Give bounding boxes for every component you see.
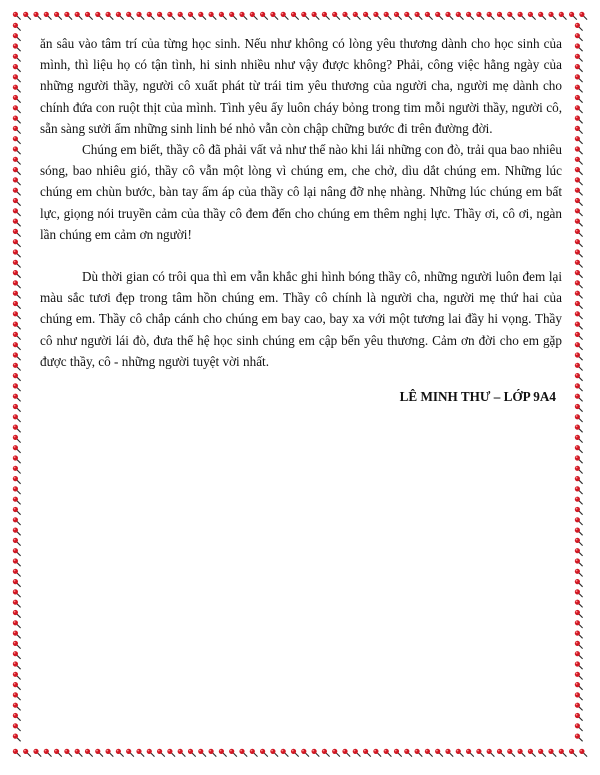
pin-icon bbox=[575, 270, 583, 278]
pin-icon bbox=[54, 12, 62, 20]
pin-icon bbox=[13, 188, 21, 196]
pin-icon bbox=[198, 12, 206, 20]
pin-icon bbox=[250, 12, 258, 20]
pin-icon bbox=[548, 749, 556, 757]
pin-icon bbox=[13, 589, 21, 597]
pin-icon bbox=[13, 383, 21, 391]
pin-icon bbox=[575, 466, 583, 474]
pin-icon bbox=[13, 280, 21, 288]
pin-icon bbox=[270, 12, 278, 20]
pin-icon bbox=[13, 33, 21, 41]
pin-icon bbox=[301, 749, 309, 757]
pin-icon bbox=[13, 425, 21, 433]
pin-icon bbox=[13, 85, 21, 93]
pin-icon bbox=[250, 749, 258, 757]
pin-icon bbox=[353, 12, 361, 20]
pin-icon bbox=[260, 749, 268, 757]
pin-icon bbox=[13, 703, 21, 711]
pin-icon bbox=[126, 749, 134, 757]
paragraph-1: ăn sâu vào tâm trí của từng học sinh. Nếu như không có lòng yêu thương dành cho học sinh của mình, thì liệu họ có tận tình, hi sinh nhiều như vậy được không? Phải, công việc hằng ngày của những người thầy, người cô xuất phát từ trái tim yêu thương của người cha, người mẹ dành cho chính đứa con ruột thịt của mình. Tình yêu ấy luôn cháy bỏng trong tim mỗi người thầy, người cô, sẵn sàng sưởi ấm những sinh linh bé nhỏ vẫn còn chập chững bước đi trên đường đời. bbox=[40, 36, 562, 136]
pin-icon bbox=[13, 126, 21, 134]
pin-icon bbox=[575, 177, 583, 185]
pin-icon bbox=[54, 749, 62, 757]
pin-icon bbox=[13, 291, 21, 299]
pin-icon bbox=[575, 33, 583, 41]
pin-icon bbox=[13, 332, 21, 340]
pin-icon bbox=[219, 12, 227, 20]
pin-icon bbox=[575, 610, 583, 618]
pin-icon bbox=[13, 23, 21, 31]
pin-icon bbox=[229, 12, 237, 20]
pin-icon bbox=[575, 517, 583, 525]
pin-border-left bbox=[13, 23, 21, 742]
pin-icon bbox=[575, 558, 583, 566]
pin-icon bbox=[270, 749, 278, 757]
pin-icon bbox=[528, 12, 536, 20]
pin-icon bbox=[575, 641, 583, 649]
pin-icon bbox=[13, 600, 21, 608]
pin-icon bbox=[575, 126, 583, 134]
pin-icon bbox=[373, 12, 381, 20]
pin-icon bbox=[487, 749, 495, 757]
pin-icon bbox=[415, 12, 423, 20]
pin-icon bbox=[384, 12, 392, 20]
pin-border-top bbox=[13, 12, 587, 20]
pin-icon bbox=[404, 749, 412, 757]
pin-icon bbox=[575, 54, 583, 62]
pin-border-right bbox=[575, 23, 583, 742]
pin-icon bbox=[575, 373, 583, 381]
pin-icon bbox=[353, 749, 361, 757]
pin-icon bbox=[13, 363, 21, 371]
pin-icon bbox=[575, 352, 583, 360]
pin-icon bbox=[575, 198, 583, 206]
pin-icon bbox=[44, 12, 52, 20]
pin-icon bbox=[575, 146, 583, 154]
pin-icon bbox=[13, 749, 21, 757]
pin-icon bbox=[575, 631, 583, 639]
pin-icon bbox=[147, 12, 155, 20]
pin-icon bbox=[13, 497, 21, 505]
pin-icon bbox=[575, 342, 583, 350]
pin-icon bbox=[13, 641, 21, 649]
pin-icon bbox=[312, 12, 320, 20]
pin-icon bbox=[575, 394, 583, 402]
pin-icon bbox=[13, 548, 21, 556]
pin-icon bbox=[363, 749, 371, 757]
pin-icon bbox=[559, 749, 567, 757]
pin-icon bbox=[384, 749, 392, 757]
pin-icon bbox=[13, 167, 21, 175]
pin-icon bbox=[178, 12, 186, 20]
pin-icon bbox=[13, 342, 21, 350]
pin-icon bbox=[575, 682, 583, 690]
pin-icon bbox=[476, 749, 484, 757]
pin-icon bbox=[75, 749, 83, 757]
pin-icon bbox=[126, 12, 134, 20]
pin-icon bbox=[198, 749, 206, 757]
pin-icon bbox=[575, 589, 583, 597]
pin-icon bbox=[575, 404, 583, 412]
pin-icon bbox=[260, 12, 268, 20]
pin-icon bbox=[559, 12, 567, 20]
pin-icon bbox=[157, 12, 165, 20]
pin-icon bbox=[33, 12, 41, 20]
pin-icon bbox=[13, 569, 21, 577]
pin-icon bbox=[85, 749, 93, 757]
pin-icon bbox=[13, 692, 21, 700]
pin-icon bbox=[575, 260, 583, 268]
pin-icon bbox=[13, 301, 21, 309]
pin-icon bbox=[13, 507, 21, 515]
pin-icon bbox=[136, 749, 144, 757]
pin-icon bbox=[518, 12, 526, 20]
pin-icon bbox=[13, 404, 21, 412]
pin-icon bbox=[575, 497, 583, 505]
pin-icon bbox=[332, 12, 340, 20]
pin-icon bbox=[13, 64, 21, 72]
pin-icon bbox=[575, 280, 583, 288]
pin-icon bbox=[13, 620, 21, 628]
pin-icon bbox=[575, 105, 583, 113]
pin-icon bbox=[487, 12, 495, 20]
pin-icon bbox=[95, 749, 103, 757]
pin-icon bbox=[575, 486, 583, 494]
pin-icon bbox=[23, 12, 31, 20]
pin-border-bottom bbox=[13, 749, 587, 757]
pin-icon bbox=[575, 713, 583, 721]
pin-icon bbox=[281, 12, 289, 20]
pin-icon bbox=[575, 95, 583, 103]
pin-icon bbox=[518, 749, 526, 757]
pin-icon bbox=[13, 311, 21, 319]
pin-icon bbox=[219, 749, 227, 757]
pin-icon bbox=[575, 455, 583, 463]
pin-icon bbox=[188, 12, 196, 20]
pin-icon bbox=[13, 528, 21, 536]
pin-icon bbox=[13, 723, 21, 731]
pin-icon bbox=[507, 12, 515, 20]
pin-icon bbox=[13, 713, 21, 721]
pin-icon bbox=[538, 749, 546, 757]
pin-icon bbox=[575, 208, 583, 216]
pin-icon bbox=[13, 208, 21, 216]
pin-icon bbox=[13, 12, 21, 20]
pin-icon bbox=[575, 538, 583, 546]
pin-icon bbox=[13, 414, 21, 422]
pin-icon bbox=[13, 455, 21, 463]
pin-icon bbox=[95, 12, 103, 20]
pin-icon bbox=[229, 749, 237, 757]
pin-icon bbox=[538, 12, 546, 20]
pin-icon bbox=[291, 749, 299, 757]
pin-icon bbox=[575, 188, 583, 196]
pin-icon bbox=[13, 476, 21, 484]
pin-icon bbox=[575, 445, 583, 453]
pin-icon bbox=[13, 219, 21, 227]
pin-icon bbox=[332, 749, 340, 757]
pin-icon bbox=[64, 12, 72, 20]
pin-icon bbox=[209, 749, 217, 757]
paragraph-3: Dù thời gian có trôi qua thì em vẫn khắc ghi hình bóng thầy cô, những người luôn đem lại màu sắc tươi đẹp trong tâm hồn chúng em. Thầy cô chính là người cha, người mẹ thứ hai của chúng em. Thầy cô chắp cánh cho chúng em bay cao, bay xa với một tương lai đầy hi vọng. Thầy cô như người lái đò, đưa thế hệ học sinh chúng em cập bến yêu thương. Cảm ơn đời cho em gặp được thầy, cô - những người tuyệt vời nhất. bbox=[40, 269, 562, 369]
pin-icon bbox=[575, 167, 583, 175]
pin-icon bbox=[394, 12, 402, 20]
pin-icon bbox=[575, 23, 583, 31]
pin-icon bbox=[575, 507, 583, 515]
pin-icon bbox=[497, 749, 505, 757]
pin-icon bbox=[13, 249, 21, 257]
pin-icon bbox=[13, 352, 21, 360]
pin-icon bbox=[342, 12, 350, 20]
pin-icon bbox=[575, 85, 583, 93]
pin-icon bbox=[575, 291, 583, 299]
pin-icon bbox=[575, 136, 583, 144]
pin-icon bbox=[147, 749, 155, 757]
pin-icon bbox=[13, 116, 21, 124]
pin-icon bbox=[312, 749, 320, 757]
pin-icon bbox=[85, 12, 93, 20]
pin-icon bbox=[445, 12, 453, 20]
pin-icon bbox=[575, 311, 583, 319]
pin-icon bbox=[13, 682, 21, 690]
pin-icon bbox=[13, 239, 21, 247]
pin-icon bbox=[575, 332, 583, 340]
pin-icon bbox=[575, 219, 583, 227]
pin-icon bbox=[13, 95, 21, 103]
pin-icon bbox=[188, 749, 196, 757]
pin-icon bbox=[456, 12, 464, 20]
pin-icon bbox=[575, 43, 583, 51]
pin-icon bbox=[575, 425, 583, 433]
pin-icon bbox=[575, 249, 583, 257]
pin-icon bbox=[281, 749, 289, 757]
pin-icon bbox=[13, 672, 21, 680]
pin-icon bbox=[404, 12, 412, 20]
pin-icon bbox=[13, 157, 21, 165]
pin-icon bbox=[239, 749, 247, 757]
pin-icon bbox=[425, 12, 433, 20]
pin-icon bbox=[167, 12, 175, 20]
pin-icon bbox=[575, 229, 583, 237]
pin-icon bbox=[569, 749, 577, 757]
paragraph-2: Chúng em biết, thầy cô đã phải vất vả như thế nào khi lái những con đò, trải qua bao nhiêu sóng, bao nhiêu gió, thầy cô vẫn một lòng vì chúng em, che chở, dìu dắt chúng em. Những lúc chúng em chùn bước, bàn tay ấm áp của thầy cô lại nâng đỡ nhẹ nhàng. Những lúc chúng em bất lực, giọng nói truyền cảm của thầy cô đem đến cho chúng em thêm nghị lực. Thầy ơi, cô ơi, ngàn lần chúng em cảm ơn người! bbox=[40, 142, 562, 242]
pin-icon bbox=[178, 749, 186, 757]
pin-icon bbox=[116, 749, 124, 757]
pin-icon bbox=[575, 734, 583, 742]
pin-icon bbox=[13, 270, 21, 278]
pin-icon bbox=[548, 12, 556, 20]
pin-icon bbox=[569, 12, 577, 20]
pin-icon bbox=[106, 12, 114, 20]
pin-icon bbox=[575, 476, 583, 484]
pin-icon bbox=[394, 749, 402, 757]
pin-icon bbox=[456, 749, 464, 757]
pin-icon bbox=[116, 12, 124, 20]
pin-icon bbox=[466, 749, 474, 757]
pin-icon bbox=[497, 12, 505, 20]
pin-icon bbox=[507, 749, 515, 757]
pin-icon bbox=[13, 651, 21, 659]
pin-icon bbox=[13, 229, 21, 237]
pin-icon bbox=[575, 723, 583, 731]
pin-icon bbox=[13, 661, 21, 669]
pin-icon bbox=[373, 749, 381, 757]
pin-icon bbox=[13, 136, 21, 144]
pin-icon bbox=[575, 569, 583, 577]
pin-icon bbox=[322, 749, 330, 757]
pin-icon bbox=[575, 703, 583, 711]
pin-icon bbox=[575, 548, 583, 556]
pin-icon bbox=[13, 198, 21, 206]
pin-icon bbox=[466, 12, 474, 20]
pin-icon bbox=[13, 631, 21, 639]
pin-icon bbox=[209, 12, 217, 20]
pin-icon bbox=[64, 749, 72, 757]
pin-icon bbox=[575, 239, 583, 247]
pin-icon bbox=[575, 301, 583, 309]
pin-icon bbox=[13, 54, 21, 62]
pin-icon bbox=[342, 749, 350, 757]
pin-icon bbox=[13, 74, 21, 82]
pin-icon bbox=[13, 177, 21, 185]
pin-icon bbox=[13, 322, 21, 330]
pin-icon bbox=[579, 12, 587, 20]
pin-icon bbox=[575, 157, 583, 165]
pin-icon bbox=[106, 749, 114, 757]
pin-icon bbox=[575, 672, 583, 680]
pin-icon bbox=[575, 383, 583, 391]
pin-icon bbox=[13, 260, 21, 268]
pin-icon bbox=[13, 43, 21, 51]
pin-icon bbox=[13, 486, 21, 494]
pin-icon bbox=[322, 12, 330, 20]
pin-icon bbox=[301, 12, 309, 20]
pin-icon bbox=[575, 116, 583, 124]
pin-icon bbox=[575, 322, 583, 330]
paragraph-spacer bbox=[40, 245, 562, 266]
pin-icon bbox=[575, 435, 583, 443]
pin-icon bbox=[44, 749, 52, 757]
pin-icon bbox=[13, 734, 21, 742]
pin-icon bbox=[435, 749, 443, 757]
pin-icon bbox=[13, 445, 21, 453]
pin-icon bbox=[575, 363, 583, 371]
pin-icon bbox=[575, 692, 583, 700]
pin-icon bbox=[23, 749, 31, 757]
pin-icon bbox=[13, 558, 21, 566]
pin-icon bbox=[445, 749, 453, 757]
pin-icon bbox=[579, 749, 587, 757]
pin-icon bbox=[13, 610, 21, 618]
pin-icon bbox=[13, 579, 21, 587]
essay-body bbox=[40, 33, 562, 407]
pin-icon bbox=[575, 579, 583, 587]
pin-icon bbox=[13, 538, 21, 546]
pin-icon bbox=[13, 146, 21, 154]
pin-icon bbox=[291, 12, 299, 20]
pin-icon bbox=[363, 12, 371, 20]
pin-icon bbox=[75, 12, 83, 20]
author-signature: LÊ MINH THƯ – LỚP 9A4 bbox=[399, 389, 556, 405]
pin-icon bbox=[476, 12, 484, 20]
pin-icon bbox=[136, 12, 144, 20]
pin-icon bbox=[167, 749, 175, 757]
pin-icon bbox=[575, 661, 583, 669]
pin-icon bbox=[575, 620, 583, 628]
pin-icon bbox=[157, 749, 165, 757]
pin-icon bbox=[13, 394, 21, 402]
pin-icon bbox=[239, 12, 247, 20]
pin-icon bbox=[425, 749, 433, 757]
pin-icon bbox=[13, 466, 21, 474]
pin-icon bbox=[575, 414, 583, 422]
pin-icon bbox=[13, 435, 21, 443]
pin-icon bbox=[575, 528, 583, 536]
pin-icon bbox=[575, 64, 583, 72]
pin-icon bbox=[575, 600, 583, 608]
pin-icon bbox=[435, 12, 443, 20]
pin-icon bbox=[33, 749, 41, 757]
pin-icon bbox=[528, 749, 536, 757]
pin-icon bbox=[13, 517, 21, 525]
pin-icon bbox=[575, 74, 583, 82]
pin-icon bbox=[415, 749, 423, 757]
pin-icon bbox=[13, 373, 21, 381]
pin-icon bbox=[575, 651, 583, 659]
pin-icon bbox=[13, 105, 21, 113]
